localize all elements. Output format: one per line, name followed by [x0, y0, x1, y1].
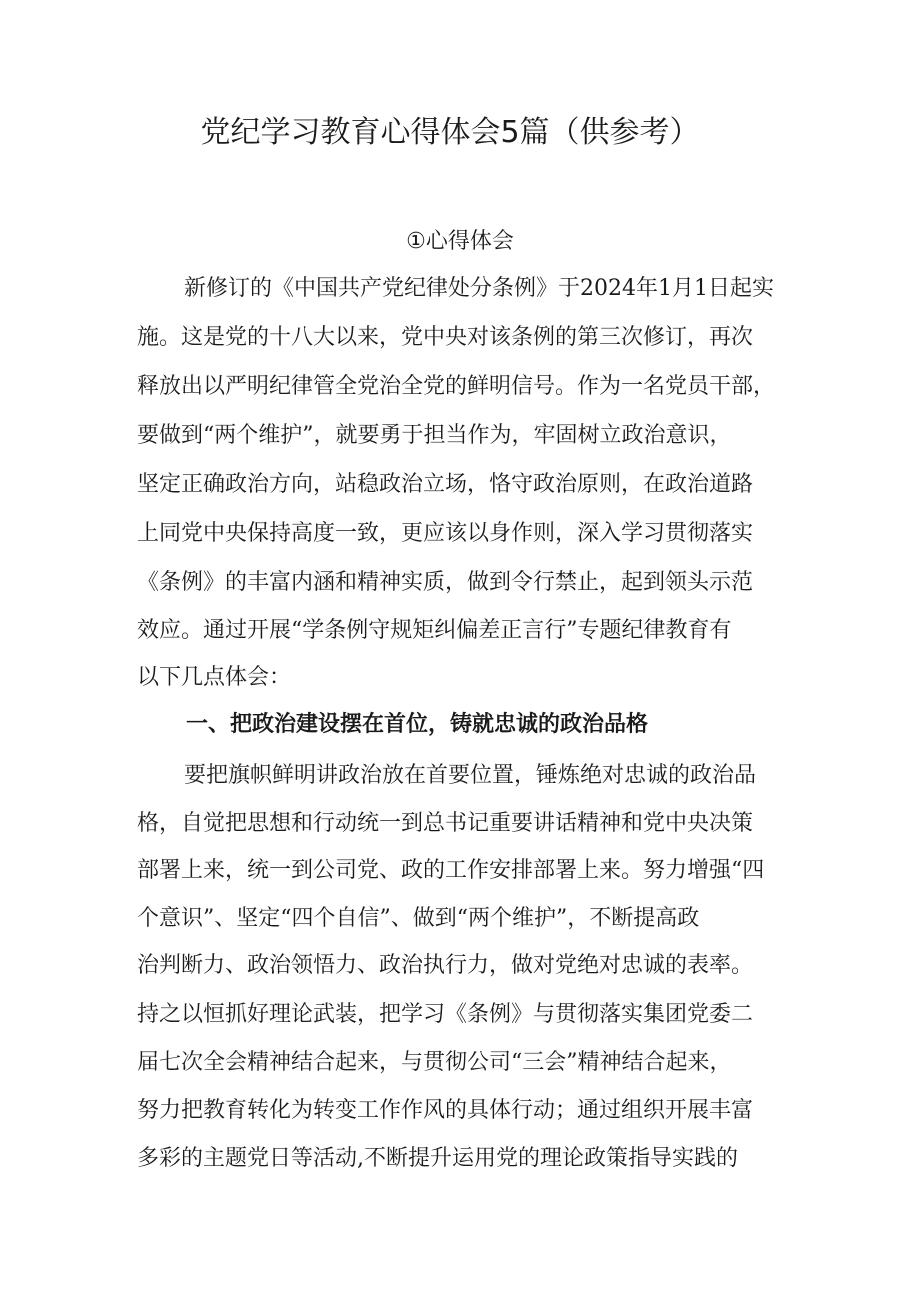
- paragraph-line: 以下几点体会：: [137, 665, 292, 690]
- paragraph-line: 施。这是党的十八大以来，党中央对该条例的第三次修订，再次: [137, 325, 754, 350]
- paragraph-line: 坚定正确政治方向，站稳政治立场，恪守政治原则，在政治道路: [137, 472, 754, 497]
- paragraph-line: 治判断力、政治领悟力、政治执行力，做对党绝对忠诚的表率。: [137, 953, 754, 978]
- paragraph-line: 释放出以严明纪律管全党治全党的鲜明信号。作为一名党员干部，: [137, 374, 776, 399]
- paragraph-line: 部署上来，统一到公司党、政的工作安排部署上来。努力增强“四: [137, 858, 765, 883]
- paragraph-line: 要把旗帜鲜明讲政治放在首要位置，锤炼绝对忠诚的政治品: [184, 763, 757, 788]
- section-title: ①心得体会: [406, 229, 514, 254]
- document-title: 党纪学习教育心得体会5篇（供参考）: [200, 115, 700, 150]
- paragraph-line: 努力把教育转化为转变工作作风的具体行动；通过组织开展丰富: [137, 1098, 754, 1123]
- paragraph-line: 要做到“两个维护”，就要勇于担当作为，牢固树立政治意识，: [137, 423, 732, 448]
- paragraph-line: 上同党中央保持高度一致，更应该以身作则，深入学习贯彻落实: [137, 521, 754, 546]
- paragraph-line: 多彩的主题党日等活动,不断提升运用党的理论政策指导实践的: [137, 1146, 738, 1171]
- paragraph-line: 新修订的《中国共产党纪律处分条例》于2024年1月1日起实: [184, 276, 774, 301]
- paragraph-line: 个意识”、坚定“四个自信”、做到“两个维护”，不断提高政: [137, 906, 700, 931]
- paragraph-line: 《条例》的丰富内涵和精神实质，做到令行禁止，起到领头示范: [137, 570, 754, 595]
- paragraph-line: 届七次全会精神结合起来，与贯彻公司“三会”精神结合起来，: [137, 1050, 732, 1075]
- paragraph-line: 格，自觉把思想和行动统一到总书记重要讲话精神和党中央决策: [137, 811, 754, 836]
- paragraph-line: 持之以恒抓好理论武装，把学习《条例》与贯彻落实集团党委二: [137, 1002, 754, 1027]
- section-heading: 一、把政治建设摆在首位，铸就忠诚的政治品格: [186, 712, 649, 737]
- paragraph-line: 效应。通过开展“学条例守规矩纠偏差正言行”专题纪律教育有: [137, 618, 732, 643]
